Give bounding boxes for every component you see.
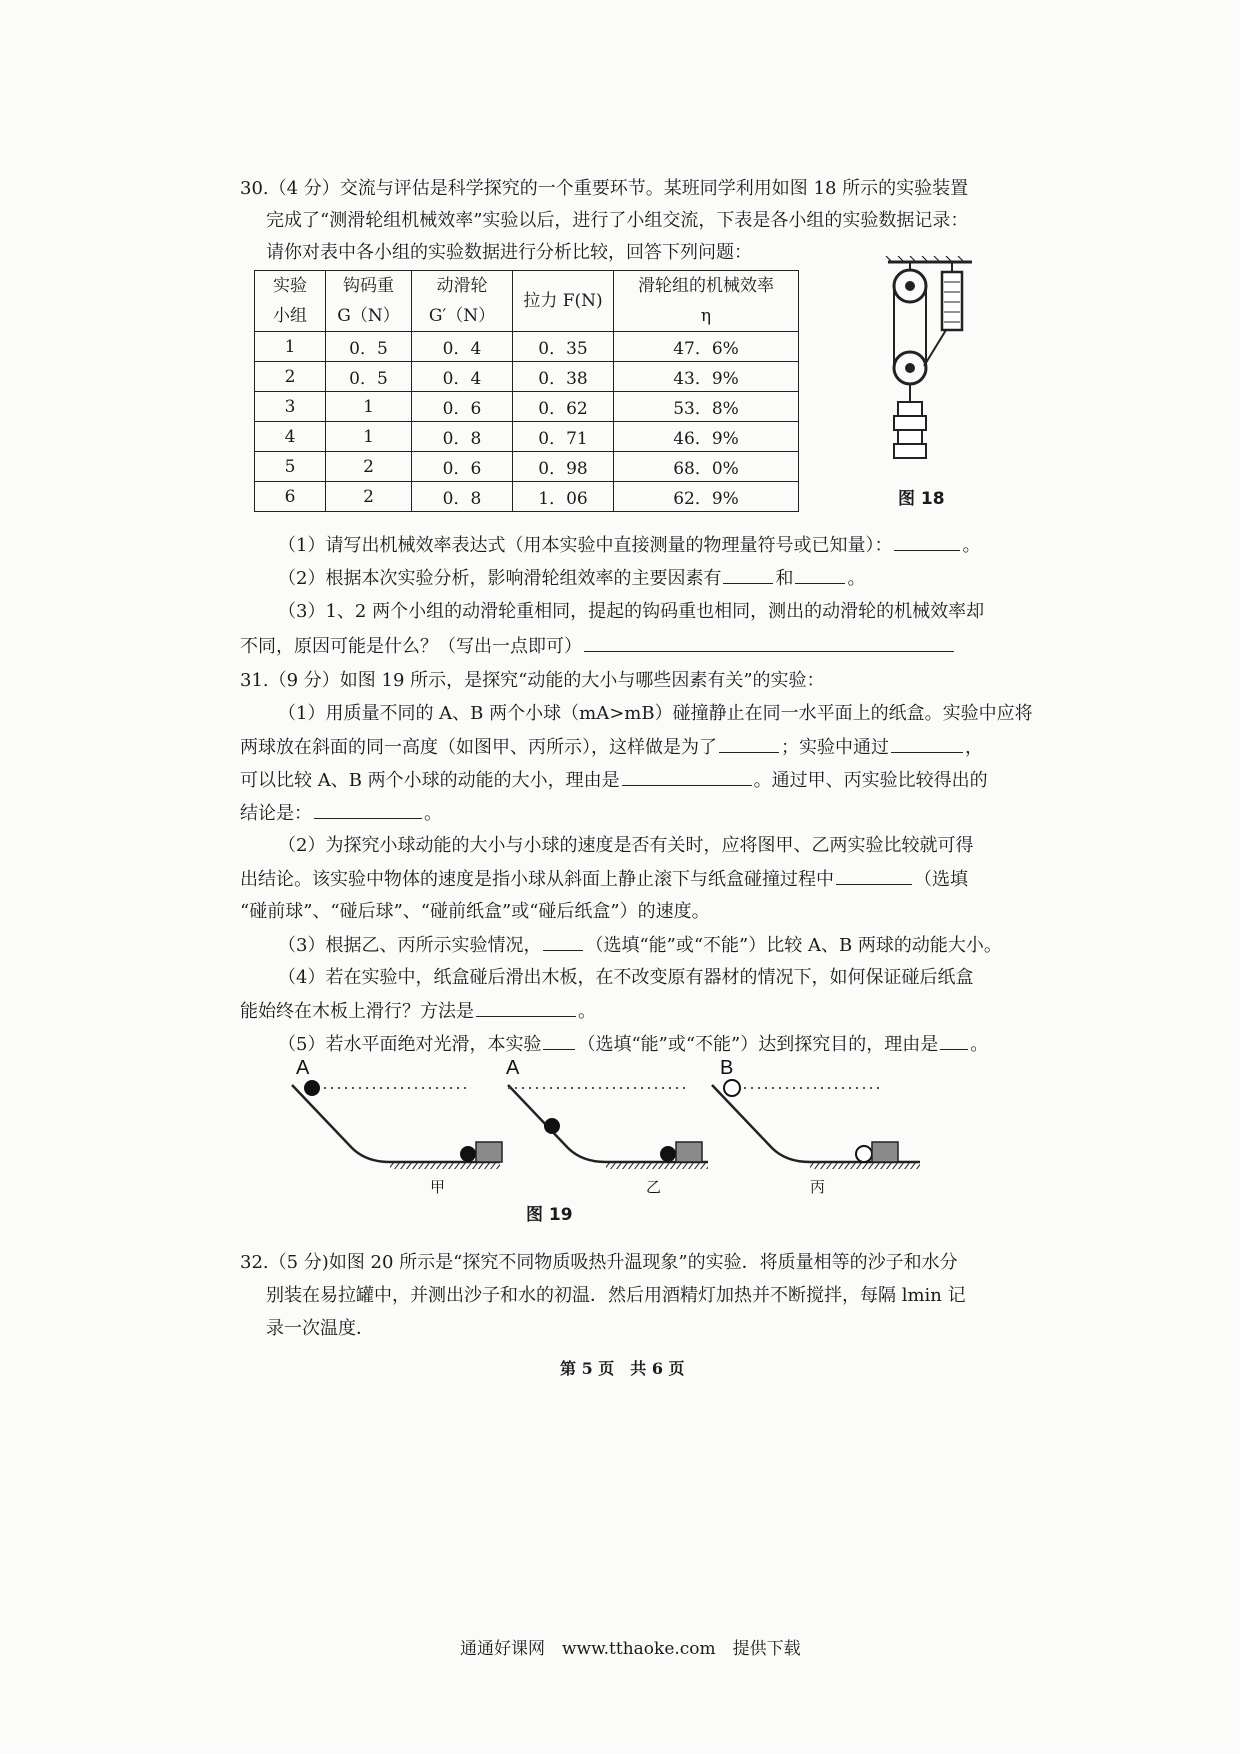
table-cell: 1 — [326, 392, 412, 422]
table-cell: 0．4 — [412, 332, 513, 362]
table-cell: 0．5 — [326, 332, 412, 362]
q31-p3: （3）根据乙、丙所示实验情况， （选填“能”或“不能”）比较 A、B 两球的动能大小。 — [278, 932, 1002, 959]
table-cell: 2 — [326, 452, 412, 482]
table-cell: 43．9% — [614, 362, 799, 392]
table-row — [255, 452, 799, 482]
answer-blank[interactable] — [719, 734, 779, 753]
header-cell-pulley: 动滑轮 G′（N） — [412, 271, 513, 332]
q30-intro-line1: 30.（4 分）交流与评估是科学探究的一个重要环节。某班同学利用如图 18 所示的实验装置 — [240, 178, 969, 199]
table-cell: 1．06 — [513, 482, 614, 512]
table-cell: 0．35 — [513, 332, 614, 362]
q30-intro-line3: 请你对表中各小组的实验数据进行分析比较，回答下列问题： — [266, 242, 752, 263]
table-cell: 0．4 — [412, 362, 513, 392]
q32-line1: 32.（5 分)如图 20 所示是“探究不同物质吸热升温现象”的实验．将质量相等的沙子和水分 — [240, 1252, 958, 1273]
q30-sub2: （2）根据本次实验分析，影响滑轮组效率的主要因素有 和 。 — [278, 565, 865, 592]
label-ball-a-2: A — [506, 1057, 520, 1079]
table-cell: 53．8% — [614, 392, 799, 422]
q30-sub3-line2: 不同，原因可能是什么？（写出一点即可） — [240, 633, 956, 660]
table-cell: 47．6% — [614, 332, 799, 362]
table-cell: 2 — [255, 362, 326, 392]
q31-p4-line1: （4）若在实验中，纸盒碰后滑出木板，在不改变原有器材的情况下，如何保证碰后纸盒 — [278, 967, 974, 988]
label-jia: 甲 — [430, 1180, 446, 1196]
answer-blank[interactable] — [476, 998, 576, 1017]
kinetic-energy-figure — [280, 1050, 920, 1200]
q31-p1-line4: 结论是： 。 — [240, 800, 442, 827]
label-ball-b: B — [720, 1057, 734, 1079]
label-bing: 丙 — [810, 1180, 826, 1196]
table-cell: 3 — [255, 392, 326, 422]
q30-sub1: （1）请写出机械效率表达式（用本实验中直接测量的物理量符号或已知量）： 。 — [278, 532, 980, 559]
setup-bing — [712, 1057, 920, 1196]
q31-p2-line2: 出结论。该实验中物体的速度是指小球从斜面上静止滚下与纸盒碰撞过程中 （选填 — [240, 866, 968, 893]
answer-blank[interactable] — [314, 800, 422, 819]
answer-blank[interactable] — [836, 866, 912, 885]
q32-line2: 别装在易拉罐中，并测出沙子和水的初温．然后用酒精灯加热并不断搅拌，每隔 lmin 记 — [266, 1285, 966, 1306]
q31-p5: （5）若水平面绝对光滑，本实验 （选填“能”或“不能”）达到探究目的，理由是 。 — [278, 1031, 988, 1058]
table-cell: 0．8 — [412, 422, 513, 452]
setup-yi — [506, 1057, 708, 1196]
q31-intro: 31.（9 分）如图 19 所示，是探究“动能的大小与哪些因素有关”的实验： — [240, 670, 825, 691]
setup-jia — [292, 1057, 502, 1196]
figure-19-caption: 图 19 — [526, 1205, 573, 1225]
table-cell: 62．9% — [614, 482, 799, 512]
table-cell: 0．98 — [513, 452, 614, 482]
q31-p2-line3: “碰前球”、“碰后球”、“碰前纸盒”或“碰后纸盒”）的速度。 — [240, 901, 710, 922]
q30-sub3-line1: （3）1、2 两个小组的动滑轮重相同，提起的钩码重也相同，测出的动滑轮的机械效率却 — [278, 601, 985, 622]
q31-p2-line1: （2）为探究小球动能的大小与小球的速度是否有关时，应将图甲、乙两实验比较就可得 — [278, 835, 974, 856]
label-yi: 乙 — [646, 1180, 662, 1196]
answer-blank[interactable] — [622, 767, 752, 786]
answer-blank[interactable] — [543, 1031, 575, 1050]
q31-p4-line2: 能始终在木板上滑行？方法是 。 — [240, 998, 596, 1025]
q30-intro-line2: 完成了“测滑轮组机械效率”实验以后，进行了小组交流，下表是各小组的实验数据记录： — [266, 210, 969, 231]
table-cell: 0．71 — [513, 422, 614, 452]
q31-p1-line3: 可以比较 A、B 两个小球的动能的大小，理由是 。通过甲、丙实验比较得出的 — [240, 767, 988, 794]
pulley-data-table — [254, 270, 799, 512]
table-cell: 0．6 — [412, 452, 513, 482]
table-body — [255, 332, 799, 512]
q32-line3: 录一次温度． — [266, 1318, 374, 1339]
table-cell: 1 — [326, 422, 412, 452]
header-cell-efficiency: 滑轮组的机械效率 η — [614, 271, 799, 332]
answer-blank[interactable] — [723, 565, 773, 584]
table-cell: 0．5 — [326, 362, 412, 392]
pulley-system-figure — [880, 256, 990, 462]
q31-p1-line1: （1）用质量不同的 A、B 两个小球（mA>mB）碰撞静止在同一水平面上的纸盒。实验中应将 — [278, 703, 1033, 724]
answer-blank[interactable] — [891, 734, 963, 753]
header-cell-weight: 钩码重 G（N） — [326, 271, 412, 332]
table-row — [255, 482, 799, 512]
header-cell-group: 实验 小组 — [255, 271, 326, 332]
answer-blank[interactable] — [940, 1031, 968, 1050]
table-cell: 4 — [255, 422, 326, 452]
table-cell: 1 — [255, 332, 326, 362]
table-cell: 0．38 — [513, 362, 614, 392]
table-row — [255, 422, 799, 452]
table-cell: 5 — [255, 452, 326, 482]
table-cell: 68．0% — [614, 452, 799, 482]
table-cell: 2 — [326, 482, 412, 512]
table-header-row — [255, 271, 799, 332]
site-footer: 通通好课网 www.tthaoke.com 提供下载 — [460, 1639, 801, 1659]
table-row — [255, 362, 799, 392]
table-cell: 0．62 — [513, 392, 614, 422]
q31-p1-line2: 两球放在斜面的同一高度（如图甲、丙所示），这样做是为了 ；实验中通过 ， — [240, 734, 983, 761]
table-cell: 6 — [255, 482, 326, 512]
answer-blank[interactable] — [795, 565, 845, 584]
table-cell: 46．9% — [614, 422, 799, 452]
answer-blank[interactable] — [894, 532, 960, 551]
page-number: 第 5 页 共 6 页 — [560, 1359, 685, 1378]
answer-blank[interactable] — [543, 932, 583, 951]
answer-blank[interactable] — [584, 633, 954, 652]
table-row — [255, 332, 799, 362]
figure-18-caption: 图 18 — [898, 489, 945, 509]
label-ball-a: A — [296, 1057, 310, 1079]
table-cell: 0．8 — [412, 482, 513, 512]
header-cell-force: 拉力 F(N) — [513, 271, 614, 332]
table-row — [255, 392, 799, 422]
table-cell: 0．6 — [412, 392, 513, 422]
